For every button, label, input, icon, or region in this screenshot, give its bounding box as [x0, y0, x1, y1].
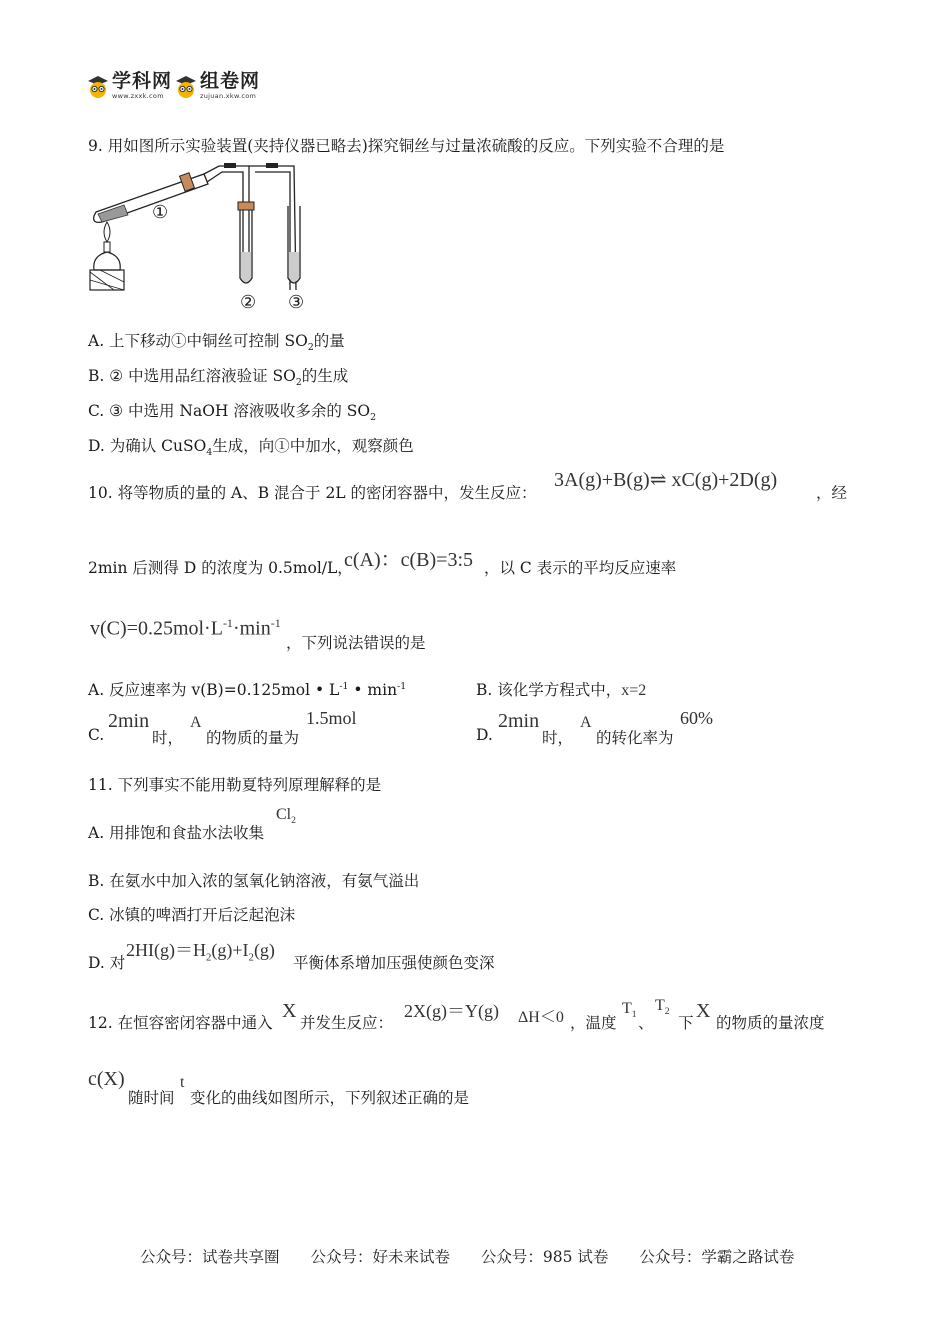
graduate-owl-icon: [86, 73, 110, 99]
q11-option-d-equation: [126, 936, 275, 964]
q10-option-c-value: 1.5mol: [306, 708, 357, 728]
q10-rate-exp2: -1: [270, 616, 281, 630]
logo-zxxk: [86, 72, 172, 100]
q11-option-d[interactable]: [88, 951, 125, 973]
q12-x2: X: [696, 1000, 711, 1022]
q9-label-3: ③: [288, 292, 305, 313]
q10-option-c-time: 2min: [108, 710, 150, 732]
q10-line2-pre: 2min 后测得 D 的浓度为 0.5mol/L，: [88, 559, 353, 577]
q12-delta-h: ΔH＜0: [518, 1009, 564, 1026]
q9-option-a-sub: 2: [307, 342, 314, 354]
header-logo: [86, 72, 260, 100]
q9-option-d-sub: 4: [206, 447, 213, 459]
q9-option-b-post: 的生成: [301, 367, 349, 385]
q10-option-d-label[interactable]: D.: [476, 726, 493, 744]
q12-stem-pre: 12. 在恒容密闭容器中通入: [88, 1014, 273, 1032]
q9-option-c-sub: 2: [370, 412, 377, 424]
footer-item-2: 公众号：好未来试卷: [310, 1248, 450, 1266]
q12-stem-mid1: 并发生反应：: [300, 1014, 394, 1032]
q9-stem: 9. 用如图所示实验装置(夹持仪器已略去)探究铜丝与过量浓硫酸的反应。下列实验不合理的是: [88, 137, 725, 155]
q10-option-b-pre: B. 该化学方程式中，: [476, 681, 622, 699]
q11-option-a[interactable]: [88, 821, 264, 843]
q10-rate-exp1: -1: [222, 616, 233, 630]
q11-option-d-sub2: 2: [248, 951, 254, 964]
q9-option-c[interactable]: [88, 399, 376, 423]
logo2-url: zujuan.xkw.com: [200, 92, 257, 100]
q10-stem-part1: 10. 将等物质的量的 A、B 混合于 2L 的密闭容器中，发生反应：: [88, 484, 537, 502]
graduate-owl-icon: [174, 73, 198, 99]
footer-item-1: 公众号：试卷共享圈: [140, 1248, 280, 1266]
q11-option-b[interactable]: B. 在氨水中加入浓的氢氧化钠溶液，有氨气溢出: [88, 872, 420, 890]
q9-option-a-post: 的量: [313, 332, 345, 350]
q12-stem-mid2: ，温度: [570, 1014, 617, 1032]
q9-option-a-pre: A. 上下移动①中铜丝可控制 SO: [88, 332, 308, 350]
q11-option-a-cl: Cl: [276, 806, 292, 823]
q10-rate: [90, 616, 281, 641]
q10-option-a-mid: • min: [348, 681, 398, 699]
q9-option-d-pre: D. 为确认 CuSO: [88, 437, 207, 455]
q10-option-a-sup2: -1: [397, 680, 407, 692]
q12-equation: 2X(g)＝Y(g): [404, 1001, 499, 1021]
logo-zujuan: [174, 72, 260, 100]
logo1-url: www.zxxk.com: [112, 92, 164, 100]
q10-option-b[interactable]: [476, 678, 646, 700]
q11-option-d-sub1: 2: [205, 951, 212, 964]
q10-option-c-shi: 时，: [152, 729, 184, 747]
q11-option-a-sub: 2: [291, 815, 296, 827]
q10-rate-main: v(C)=0.25mol·L: [90, 617, 223, 640]
q12-t2: [655, 997, 670, 1017]
q9-option-d-post: 生成，向①中加水，观察颜色: [212, 437, 414, 455]
q9-label-1: ①: [152, 202, 169, 223]
q11-option-a-pre: A. 用排饱和食盐水法收集: [88, 824, 265, 842]
q10-option-d-a: A: [580, 714, 592, 731]
q10-option-d-shi: 时，: [542, 729, 574, 747]
q10-option-d-text: 的转化率为: [596, 729, 674, 747]
q10-equation: 3A(g)+B(g)⇌ xC(g)+2D(g): [554, 469, 778, 491]
footer-item-4: 公众号：学霸之路试卷: [639, 1248, 795, 1266]
q10-option-a-sup1: -1: [339, 680, 349, 692]
q11-option-d-eq2: (g)+I: [211, 940, 249, 960]
q9-option-c-pre: C. ③ 中选用 NaOH 溶液吸收多余的 SO: [88, 402, 371, 420]
q12-t1: [622, 1000, 637, 1020]
q10-option-c-label[interactable]: C.: [88, 726, 105, 744]
q12-separator: 、: [638, 1014, 654, 1032]
q9-option-b[interactable]: [88, 364, 348, 388]
q9-option-b-pre: B. ② 中选用品红溶液验证 SO: [88, 367, 296, 385]
q10-option-c-text: 的物质的量为: [206, 729, 300, 747]
q10-line3-post: ，下列说法错误的是: [286, 634, 426, 652]
q10-option-a-pre: A. 反应速率为 v(B)=0.125mol • L: [88, 681, 340, 699]
q12-stem-end: 的物质的量浓度: [716, 1014, 825, 1032]
q11-option-a-cl2: [276, 806, 296, 826]
logo1-text: 学科网: [112, 70, 173, 92]
q12-x1: X: [282, 1000, 297, 1022]
q10-option-a[interactable]: [88, 678, 406, 700]
q12-cx: c(X): [88, 1068, 125, 1090]
q12-t2-letter: T: [655, 997, 665, 1014]
q12-xia: 下: [678, 1014, 694, 1032]
q12-t: t: [180, 1074, 185, 1091]
q10-ratio: c(A)：c(B)=3:5: [344, 549, 474, 571]
q10-option-d-value: 60%: [680, 708, 713, 728]
q12-t1-letter: T: [622, 1000, 632, 1017]
q11-option-d-post: 平衡体系增加压强使颜色变深: [293, 954, 495, 972]
q12-line2-a: 随时间: [128, 1089, 175, 1107]
q11-option-d-eq1: 2HI(g)＝H: [126, 940, 206, 960]
q12-t1-sub: 1: [631, 1009, 637, 1021]
q10-option-c-a: A: [190, 714, 202, 731]
footer-item-3: 公众号：985 试卷: [480, 1248, 609, 1266]
q11-option-c[interactable]: C. 冰镇的啤酒打开后泛起泡沫: [88, 906, 296, 924]
q11-option-d-pre: D. 对: [88, 954, 126, 972]
q9-option-d[interactable]: [88, 434, 414, 458]
q10-option-b-math: x=2: [621, 682, 647, 699]
q10-option-d-time: 2min: [498, 710, 540, 732]
q10-stem-part2: ，经: [816, 484, 848, 502]
q10-line2-post: ，以 C 表示的平均反应速率: [484, 559, 677, 577]
q9-option-a[interactable]: [88, 329, 345, 353]
q9-option-b-sub: 2: [295, 377, 302, 389]
q11-option-d-eq3: (g): [253, 940, 275, 960]
q10-rate-mid: ·min: [232, 617, 271, 640]
q12-line2-b: 变化的曲线如图所示，下列叙述正确的是: [190, 1089, 470, 1107]
q9-label-2: ②: [240, 292, 257, 313]
logo2-text: 组卷网: [200, 70, 261, 92]
q11-stem: 11. 下列事实不能用勒夏特列原理解释的是: [88, 776, 382, 794]
footer: [140, 1245, 820, 1267]
q12-t2-sub: 2: [664, 1006, 670, 1018]
